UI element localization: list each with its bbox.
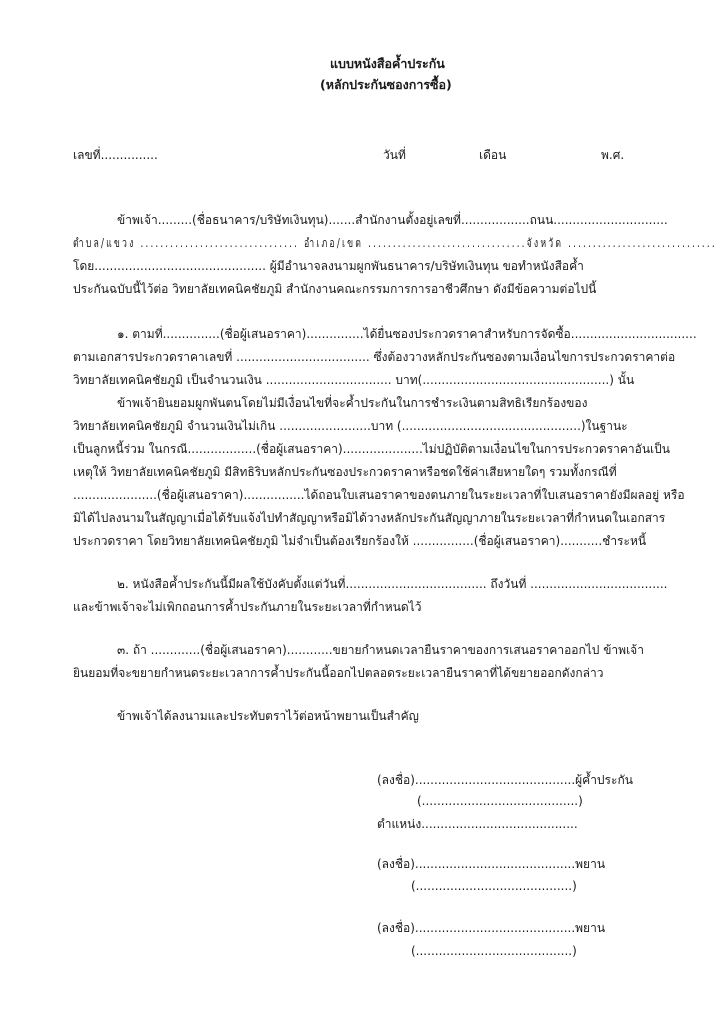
closing-statement: ข้าพเจ้าได้ลงนามและประทับตราไว้ต่อหน้าพยานเป็นสำคัญ <box>117 709 419 723</box>
intro-line: ประกันฉบับนี้ไว้ต่อ วิทยาลัยเทคนิคชัยภูมิ สำนักงานคณะกรรมการการอาชีวศึกษา ดังมีข้อความต่อไปนี้ <box>73 282 597 296</box>
clause-2-line: และข้าพเจ้าจะไม่เพิกถอนการค้ำประกันภายในระยะเวลาที่กำหนดไว้ <box>73 600 422 614</box>
date-month-label: เดือน <box>479 148 507 162</box>
intro-line: โดย............................................. ผู้มีอำนาจลงนามผูกพันธนาคาร/บริษัทเงินทุน ขอทำหนังสือค้ำ <box>73 259 584 273</box>
clause-1-line: ประกวดราคา โดยวิทยาลัยเทคนิคชัยภูมิ ไม่จำเป็นต้องเรียกร้องให้ ................(ชื่อผู้เสนอราคา)...........ชำระหนี้ <box>73 534 647 548</box>
clause-3-line: ยินยอมที่จะขยายกำหนดระยะเวลาการค้ำประกันนี้ออกไปตลอดระยะเวลายืนราคาที่ได้ขยายออกดังกล่าว <box>73 666 604 680</box>
guarantor-signature-line: (ลงชื่อ)..........................................ผู้ค้ำประกัน <box>377 773 633 787</box>
clause-2-line: ๒. หนังสือค้ำประกันนี้มีผลใช้บังคับตั้งแต่วันที่..................................... ถึงวันที่ .................................... <box>117 577 668 591</box>
clause-1-line: วิทยาลัยเทคนิคชัยภูมิ เป็นจำนวนเงิน ................................. บาท(.................................................) นั้น <box>73 373 635 387</box>
date-year-label: พ.ศ. <box>601 148 625 162</box>
clause-1-line: วิทยาลัยเทคนิคชัยภูมิ จำนวนเงินไม่เกิน ........................บาท (...............................................)ในฐานะ <box>73 419 628 433</box>
clause-3-line: ๓. ถ้า .............(ชื่อผู้เสนอราคา)............ขยายกำหนดเวลายืนราคาของการเสนอราคาออกไป ข้าพเจ้า <box>117 643 644 657</box>
document-title: แบบหนังสือค้ำประกัน <box>330 56 445 71</box>
clause-1-line: ตามเอกสารประกวดราคาเลขที่ ................................... ซึ่งต้องวางหลักประกันซองตามเงื่อนไขการประกวดราคาต่อ <box>73 350 676 364</box>
document-subtitle: (หลักประกันซองการซื้อ) <box>320 77 452 92</box>
clause-1-line: ๑. ตามที่...............(ชื่อผู้เสนอราคา)...............ได้ยื่นซองประกวดราคาสำหรับการจัดซื้อ................................. <box>117 327 697 341</box>
intro-line: ตำบล/แขวง ................................ อำเภอ/เขต ................................จังหวัด .............................. <box>73 236 717 250</box>
witness-1-signature-line: (ลงชื่อ)..........................................พยาน <box>377 857 606 871</box>
witness-2-signature-line: (ลงชื่อ)..........................................พยาน <box>377 921 606 935</box>
guarantor-name-line: (.........................................) <box>417 794 583 808</box>
position-line: ตำแหน่ง......................................... <box>377 817 578 831</box>
intro-line: ข้าพเจ้า.........(ชื่อธนาคาร/บริษัทเงินทุน).......สำนักงานตั้งอยู่เลขที่..................ถนน.............................. <box>117 213 668 227</box>
clause-1-line: มิได้ไปลงนามในสัญญาเมื่อได้รับแจ้งไปทำสัญญาหรือมิได้วางหลักประกันสัญญาภายในระยะเวลาที่กำหนดในเอกสาร <box>73 511 666 525</box>
clause-1-line: เป็นลูกหนี้ร่วม ในกรณี..................(ชื่อผู้เสนอราคา).....................ไม่ปฏิบัติตามเงื่อนไขในการประกวดราคาอันเป็น <box>73 442 670 456</box>
witness-2-name-line: (.........................................) <box>411 944 577 958</box>
date-day-label: วันที่ <box>383 148 406 162</box>
document-number: เลขที่............... <box>73 148 158 162</box>
clause-1-line: ข้าพเจ้ายินยอมผูกพันตนโดยไม่มีเงื่อนไขที่จะค้ำประกันในการชำระเงินตามสิทธิเรียกร้องของ <box>117 396 588 410</box>
clause-1-line: ......................(ชื่อผู้เสนอราคา)................ได้ถอนใบเสนอราคาของตนภายในระยะเวลาที่ใบเสนอราคายังมีผลอยู่ หรือ <box>73 488 685 502</box>
witness-1-name-line: (.........................................) <box>411 879 577 893</box>
clause-1-line: เหตุให้ วิทยาลัยเทคนิคชัยภูมิ มีสิทธิริบหลักประกันซองประกวดราคาหรือชดใช้ค่าเสียหายใดๆ รวมทั้งกรณีที่ <box>73 465 617 479</box>
